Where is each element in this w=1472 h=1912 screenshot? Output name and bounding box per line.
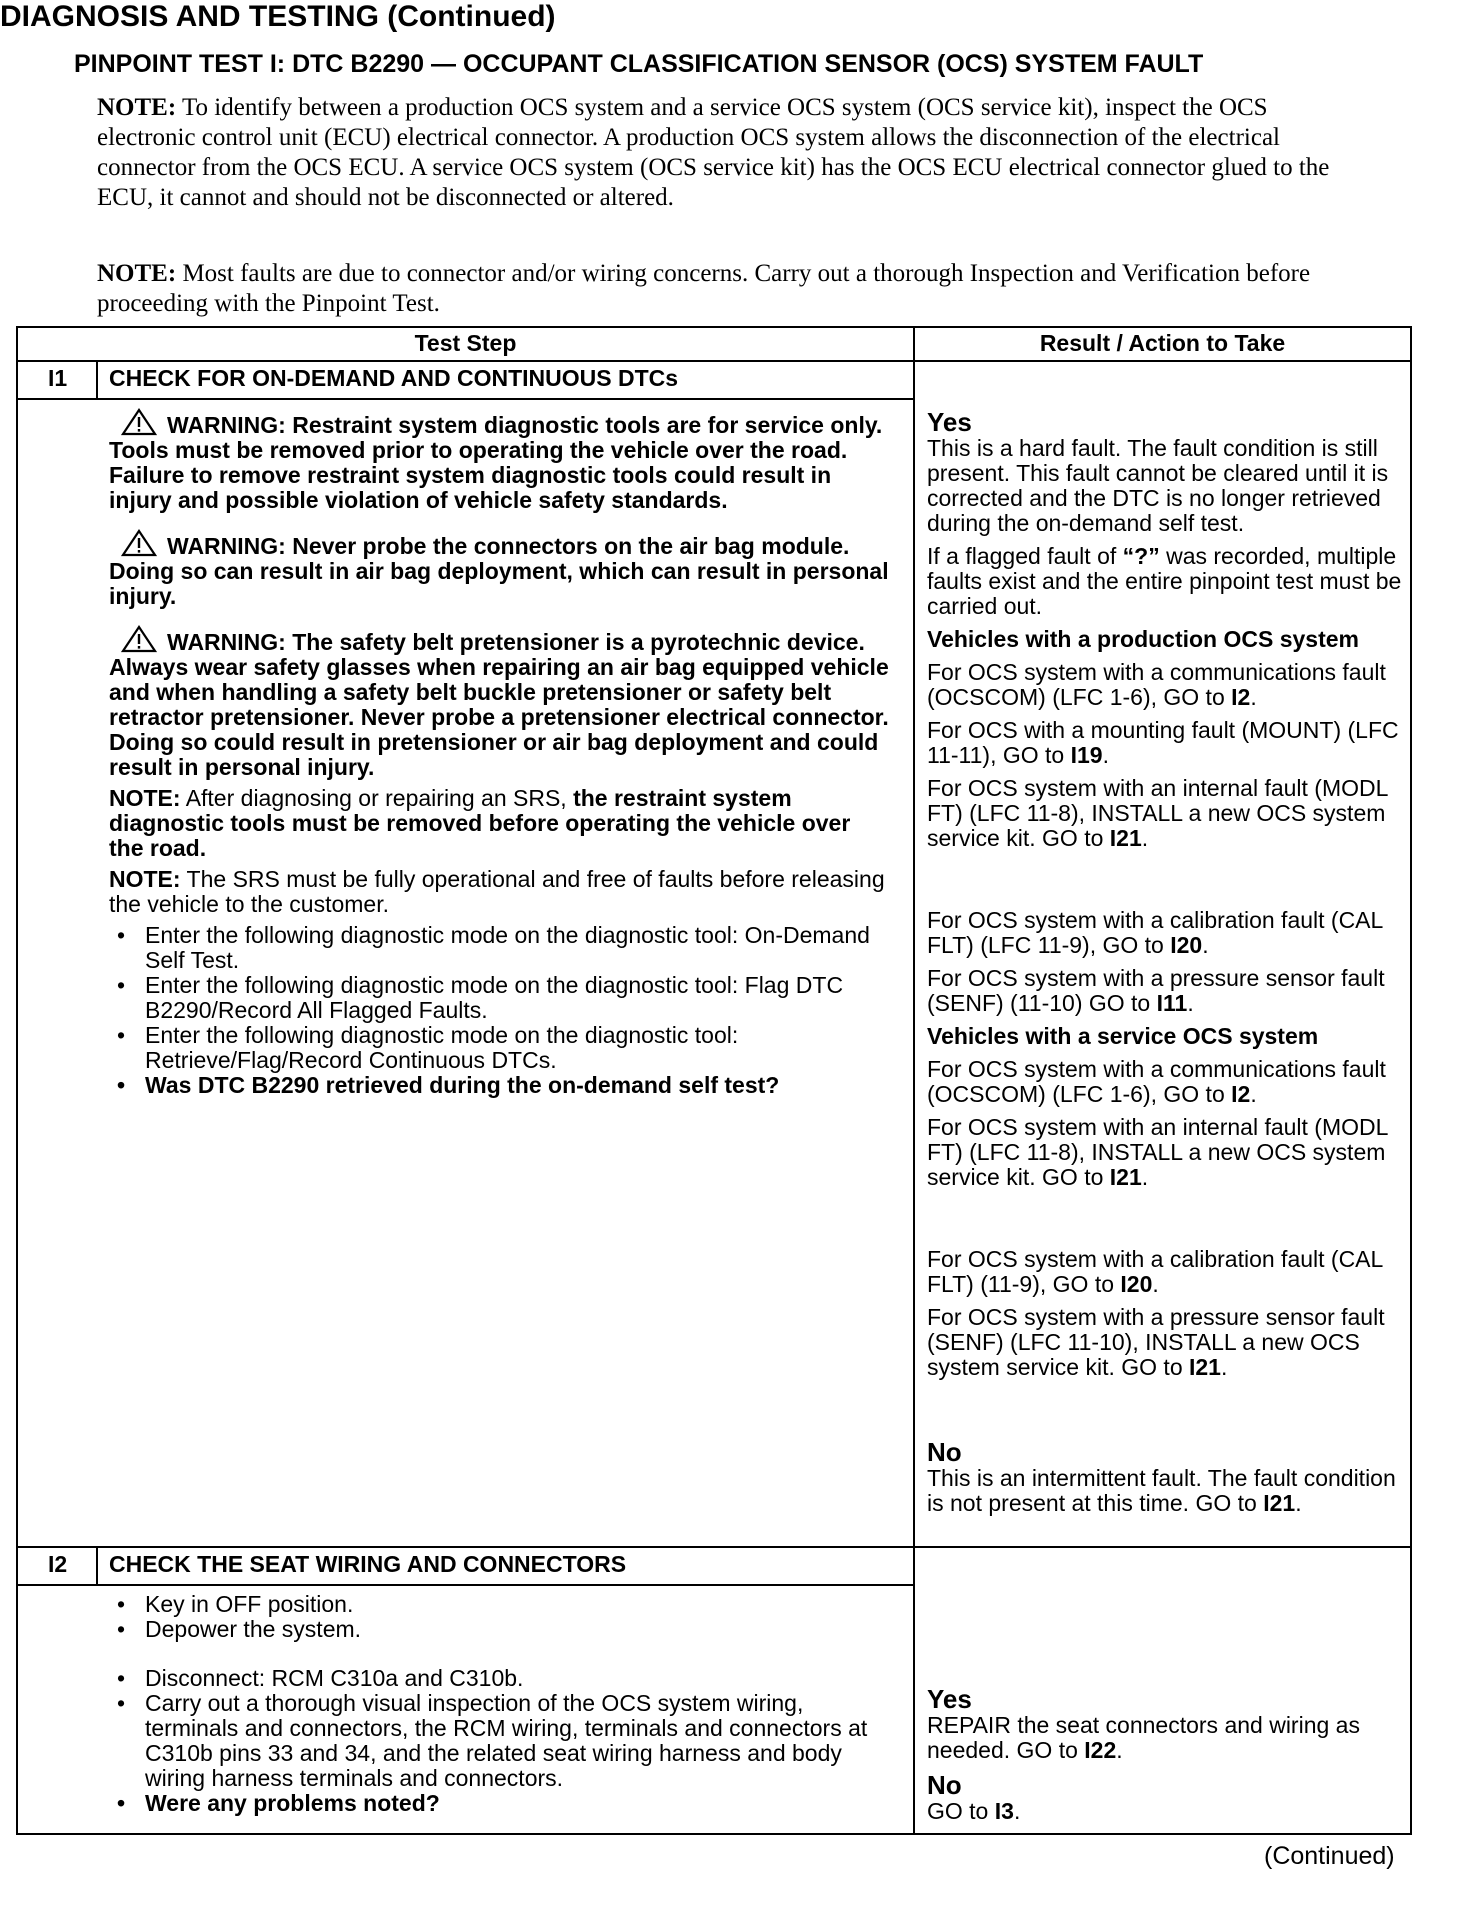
step-link[interactable]: I21 <box>1109 825 1142 851</box>
text: If a flagged fault of <box>927 543 1123 569</box>
text: For OCS with a mounting fault (MOUNT) (LFC 11-11), GO to <box>927 717 1399 768</box>
warning-triangle-icon <box>121 529 157 557</box>
step-i2-title-divider <box>18 1584 913 1586</box>
note-text-bold: the restraint system diagnostic tools must be removed before operating the vehicle over the road. <box>109 785 851 861</box>
list-item: • Depower the system. <box>109 1617 899 1642</box>
instruction-list <box>109 923 889 1098</box>
text: For OCS system with a calibration fault (CAL FLT) (11-9), GO to <box>927 1246 1383 1297</box>
result-action: For OCS system with a calibration fault (CAL FLT) (LFC 11-9), GO to I20. <box>927 907 1383 958</box>
warning-text: WARNING: Never probe the connectors on the air bag module. Doing so can result in air bag deployment, which can result in personal injury. <box>109 533 889 609</box>
text: For OCS system with an internal fault (MODL FT) (LFC 11-8), INSTALL a new OCS system service kit. GO to <box>927 1114 1388 1190</box>
service-ocs-heading: Vehicles with a service OCS system <box>927 1023 1319 1049</box>
result-action: For OCS system with an internal fault (MODL FT) (LFC 11-8), INSTALL a new OCS system service kit. GO to I21. <box>927 775 1388 851</box>
result-action: For OCS system with a pressure sensor fault (SENF) (LFC 11-10), INSTALL a new OCS system service kit. GO to I21. <box>927 1304 1385 1380</box>
result-action: For OCS system with a communications fault (OCSCOM) (LFC 1-6), GO to I2. <box>927 1056 1386 1107</box>
text: REPAIR the seat connectors and wiring as needed. GO to <box>927 1712 1360 1763</box>
warning-block <box>109 408 889 513</box>
step-link[interactable]: I22 <box>1084 1737 1117 1763</box>
result-no-label: No <box>927 1437 962 1467</box>
text: For OCS system with a communications fault (OCSCOM) (LFC 1-6), GO to <box>927 659 1386 710</box>
note-label: NOTE: <box>97 260 177 287</box>
srs-note <box>109 786 889 861</box>
step-link[interactable]: I11 <box>1156 990 1188 1016</box>
step-divider <box>18 1546 1410 1548</box>
text: GO to <box>927 1798 995 1824</box>
warning-triangle-icon <box>121 408 157 436</box>
result-action: For OCS system with a communications fault (OCSCOM) (LFC 1-6), GO to I2. <box>927 659 1386 710</box>
list-item: • Enter the following diagnostic mode on the diagnostic tool: On-Demand Self Test. <box>109 923 889 973</box>
text: For OCS system with a pressure sensor fault (SENF) (LFC 11-10), INSTALL a new OCS system service kit. GO to <box>927 1304 1385 1380</box>
step-link[interactable]: I21 <box>1189 1354 1221 1380</box>
step-link[interactable]: I21 <box>1109 1164 1142 1190</box>
text: For OCS system with an internal fault (MODL FT) (LFC 11-8), INSTALL a new OCS system service kit. GO to <box>927 775 1388 851</box>
result-yes-text: This is a hard fault. The fault condition is still present. This fault cannot be cleared until it is corrected and the DTC is no longer retrieved during the on-demand self test. <box>927 435 1389 536</box>
page-header-title: DIAGNOSIS AND TESTING (Continued) <box>0 0 556 33</box>
step-title: CHECK FOR ON-DEMAND AND CONTINUOUS DTCs <box>109 365 679 391</box>
column-header-test-step: Test Step <box>414 330 517 356</box>
result-action: For OCS system with a pressure sensor fault (SENF) (11-10) GO to I11. <box>927 965 1385 1016</box>
srs-operational-note <box>109 867 889 917</box>
list-item: • Enter the following diagnostic mode on the diagnostic tool: Flag DTC B2290/Record All Flagged Faults. <box>109 973 889 1023</box>
step-i1-title-divider <box>18 398 913 400</box>
question-item: • Was DTC B2290 retrieved during the on-demand self test? <box>109 1073 889 1098</box>
step-link[interactable]: I19 <box>1070 742 1103 768</box>
flagged-fault-text <box>927 544 1407 619</box>
warning-triangle-icon <box>121 625 157 653</box>
note-text: After diagnosing or repairing an SRS, <box>185 785 567 811</box>
intro-note-ocs-identification <box>97 93 1337 213</box>
step-title: CHECK THE SEAT WIRING AND CONNECTORS <box>109 1551 627 1577</box>
note-text: Most faults are due to connector and/or wiring concerns. Carry out a thorough Inspection and Verification before proceeding with the Pinpoint Test. <box>97 260 1311 317</box>
intro-note-faults <box>97 259 1337 319</box>
step-link[interactable]: I20 <box>1170 932 1203 958</box>
text: This is an intermittent fault. The fault condition is not present at this time. GO to <box>927 1465 1396 1516</box>
note-text: The SRS must be fully operational and free of faults before releasing the vehicle to the customer. <box>109 866 885 917</box>
text: For OCS system with a communications fault (OCSCOM) (LFC 1-6), GO to <box>927 1056 1386 1107</box>
column-header-result: Result / Action to Take <box>1039 330 1286 356</box>
continued-footer: (Continued) <box>1264 1842 1395 1870</box>
note-label: NOTE: <box>97 94 177 121</box>
warning-text: WARNING: Restraint system diagnostic tools are for service only. Tools must be removed prior to operating the vehicle over the road. Failure to remove restraint system diagnostic tools could result in injury and possible violation of vehicle safety standards. <box>109 412 883 513</box>
result-action: For OCS system with an internal fault (MODL FT) (LFC 11-8), INSTALL a new OCS system service kit. GO to I21. <box>927 1114 1388 1190</box>
result-action: For OCS system with a calibration fault (CAL FLT) (11-9), GO to I20. <box>927 1246 1383 1297</box>
result-action: For OCS with a mounting fault (MOUNT) (LFC 11-11), GO to I19. <box>927 717 1399 768</box>
list-item: • Disconnect: RCM C310a and C310b. <box>109 1666 899 1691</box>
step-i2-instructions <box>109 1592 899 1816</box>
instruction-list <box>109 1666 899 1816</box>
step-id: I2 <box>48 1551 68 1577</box>
step-i1-results <box>927 408 1407 1516</box>
id-divider <box>96 360 98 398</box>
step-link[interactable]: I2 <box>1231 684 1251 710</box>
step-i2-results <box>927 1685 1407 1824</box>
header-divider <box>18 360 1410 362</box>
step-link[interactable]: I3 <box>994 1798 1014 1824</box>
result-no-label: No <box>927 1770 962 1800</box>
list-item: • Enter the following diagnostic mode on the diagnostic tool: Retrieve/Flag/Record Continuous DTCs. <box>109 1023 889 1073</box>
step-link[interactable]: I21 <box>1263 1490 1296 1516</box>
warning-text: WARNING: The safety belt pretensioner is a pyrotechnic device. Always wear safety glasses when repairing an air bag equipped vehicle and when handling a safety belt buckle pretensioner or safety belt retractor pretensioner. Never probe a pretensioner electrical connector. Doing so could result in pretensioner or air bag deployment and could result in personal injury. <box>109 629 889 780</box>
question-item: • Were any problems noted? <box>109 1791 899 1816</box>
step-link[interactable]: I2 <box>1231 1081 1251 1107</box>
text: was recorded, multiple faults exist and the entire pinpoint test must be carried out. <box>927 543 1402 619</box>
id-divider <box>96 1546 98 1584</box>
result-yes-label: Yes <box>927 1684 972 1714</box>
result-no-text: GO to I3. <box>927 1798 1021 1824</box>
list-item: • Carry out a thorough visual inspection of the OCS system wiring, terminals and connectors, the RCM wiring, terminals and connectors at C310b pins 33 and 34, and the related seat wiring harness and body wiring harness terminals and connectors. <box>109 1691 899 1791</box>
production-ocs-heading: Vehicles with a production OCS system <box>927 626 1360 652</box>
text: For OCS system with a calibration fault (CAL FLT) (LFC 11-9), GO to <box>927 907 1383 958</box>
warning-block <box>109 529 889 609</box>
instruction-list <box>109 1592 899 1642</box>
list-item: • Key in OFF position. <box>109 1592 899 1617</box>
result-no-text: This is an intermittent fault. The fault condition is not present at this time. GO to I21. <box>927 1465 1396 1516</box>
note-label: NOTE: <box>109 785 181 811</box>
text: For OCS system with a pressure sensor fault (SENF) (11-10) GO to <box>927 965 1385 1016</box>
pinpoint-test-table <box>16 326 1412 1835</box>
step-link[interactable]: I20 <box>1120 1271 1153 1297</box>
step-id: I1 <box>48 365 68 391</box>
pinpoint-test-title: PINPOINT TEST I: DTC B2290 — OCCUPANT CLASSIFICATION SENSOR (OCS) SYSTEM FAULT <box>74 50 1204 78</box>
flag-symbol: “?” <box>1122 543 1160 569</box>
warning-block <box>109 625 889 780</box>
note-text: To identify between a production OCS system and a service OCS system (OCS service kit), inspect the OCS electronic control unit (ECU) electrical connector. A production OCS system allows the disconnection of the electrical connector from the OCS ECU. A service OCS system (OCS service kit) has the OCS ECU electrical connector glued to the ECU, it cannot and should not be disconnected or altered. <box>97 94 1330 211</box>
note-label: NOTE: <box>109 866 181 892</box>
column-divider <box>913 328 915 1833</box>
result-yes-text: REPAIR the seat connectors and wiring as needed. GO to I22. <box>927 1712 1360 1763</box>
result-yes-label: Yes <box>927 407 972 437</box>
step-i1-instructions <box>109 408 889 1098</box>
